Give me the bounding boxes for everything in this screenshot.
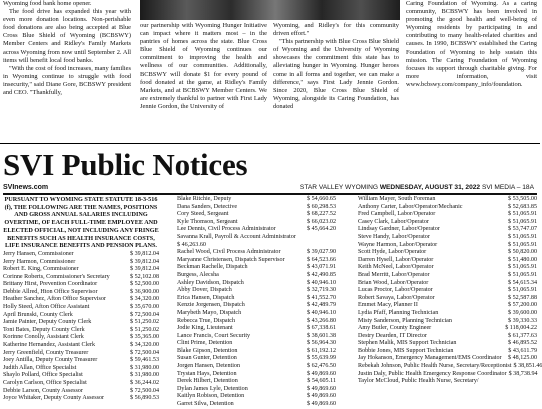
salary-amount: $ 51,065.91 <box>506 234 537 242</box>
employee-name-position: Rebekah Johnson, Public Health Nurse, Secretary/Receptionist <box>358 363 512 371</box>
salary-row <box>177 287 336 295</box>
salary-list-1 <box>3 251 159 403</box>
salary-amount: $ 66,023.02 <box>305 219 336 227</box>
salary-list-3 <box>358 196 537 386</box>
salary-amount: $ 32,719.30 <box>305 287 336 295</box>
salary-amount: $ 57,200.00 <box>506 302 537 310</box>
salary-amount: $ 51,065.91 <box>506 242 537 250</box>
salary-amount: $ 53,505.00 <box>506 196 537 204</box>
employee-name-position: Robert E. King, Commissioner <box>3 266 79 274</box>
article-photo <box>140 0 400 20</box>
salary-amount: $ 36,244.02 <box>128 380 159 388</box>
masthead-rule <box>3 193 537 195</box>
employee-name-position: Maryanne Christensen, Dispatch Supervisor <box>177 257 285 265</box>
salary-row <box>177 393 336 401</box>
salary-amount: $ 72,500.04 <box>128 312 159 320</box>
employee-name-position: Rachel Wood, Civil Process Administrator <box>177 249 281 257</box>
article-column-3 <box>273 22 399 142</box>
salary-amount: $ 50,820.00 <box>506 249 537 257</box>
employee-name-position: Brian Wood, Labor/Operator <box>358 280 428 288</box>
employee-name-position: Cory Steed, Sergeant <box>177 211 229 219</box>
salary-amount: $ 72,500.04 <box>128 388 159 396</box>
employee-name-position: Scott Hyde, Labor/Operator <box>358 249 426 257</box>
salary-amount: $ 52,102.08 <box>128 274 159 282</box>
salary-amount: $ 56,890.53 <box>128 395 159 403</box>
salary-row <box>358 226 537 234</box>
salary-row <box>177 249 336 257</box>
salary-amount: $ 40,946.10 <box>305 310 336 318</box>
employee-name-position: Steve Handy, Labor/Operator <box>358 234 430 242</box>
employee-name-position: Amy Butler, County Engineer <box>358 325 431 333</box>
salary-amount: $ 45,664.20 <box>305 226 336 234</box>
employee-name-position: Casey Clark, Labor/Operator <box>358 219 429 227</box>
salary-amount: $ 48,125.00 <box>506 355 537 363</box>
salary-row <box>3 266 159 274</box>
salary-row <box>177 226 336 234</box>
section-title: SVI Public Notices <box>3 147 247 183</box>
salary-row <box>3 334 159 342</box>
dateline <box>300 184 534 191</box>
employee-name-position: Brad Merritt, Labor/Operator <box>358 272 430 280</box>
notice-column-2 <box>177 196 336 400</box>
salary-row <box>177 280 336 288</box>
employee-name-position: Korinne Conolly, Assistant Clerk <box>3 334 84 342</box>
employee-name-position: Kaitlyn Robison, Detention <box>177 393 244 401</box>
salary-list-2 <box>177 196 336 409</box>
salary-row <box>3 357 159 365</box>
salary-row <box>177 318 336 326</box>
employee-name-position: Jerry Hansen, Commissioner <box>3 251 74 259</box>
salary-amount: $ 43,611.79 <box>506 348 537 356</box>
employee-name-position: Derek Hilbert, Detention <box>177 378 238 386</box>
salary-amount: $ 64,523.66 <box>305 257 336 265</box>
salary-amount <box>334 234 336 242</box>
site-url: SVInews.com <box>3 184 48 191</box>
article-column-4 <box>406 0 537 142</box>
salary-row <box>3 372 159 380</box>
salary-amount: $ 39,027.90 <box>305 249 336 257</box>
employee-name-position: Joyce Whitaker, Deputy County Assessor <box>3 395 104 403</box>
salary-amount: $ 49,869.60 <box>305 393 336 401</box>
employee-name-position: Darren Hysell, Labor/Operator <box>358 257 433 265</box>
employee-name-position: Lydia Pfaff, Planning Technician <box>358 310 438 318</box>
employee-name-position: Savanna Krall, Payroll & Account Administrator <box>177 234 296 242</box>
employee-name-position: Taylor McCloud, Public Health Nurse, Secretary/ <box>358 378 479 386</box>
employee-name-position: Lindsay Gardner, Labor/Operator <box>358 226 440 234</box>
salary-amount: $ 39,600.00 <box>506 310 537 318</box>
salary-amount: $ 61,192.12 <box>305 348 336 356</box>
salary-amount: $ 51,250.02 <box>128 327 159 335</box>
employee-name-position: Ashley Davidson, Dispatch <box>177 280 244 288</box>
employee-name-position: Joey Antilla, Deputy County Treasurer <box>3 357 97 365</box>
article-paragraph: Caring Foundation of Wyoming. As a caring community, BCBSWY has been involved in promoting the good health and well-being of Wyoming residents by participating in and contributing to many health-related charities and causes. In 1990, BCBSWY established the Caring Foundation of Wyoming to help sustain this mission. The Caring Foundation of Wyoming focuses its support through charitable giving. For more information, visit www.bcbswy.com/company_info/foundation. <box>406 0 537 89</box>
salary-row <box>358 325 537 333</box>
salary-amount: $ 35,670.00 <box>128 304 159 312</box>
salary-row <box>3 319 159 327</box>
employee-name-position: Fred Campbell, Labor/Operator <box>358 211 435 219</box>
salary-row <box>3 281 159 289</box>
salary-amount: $ 51,065.91 <box>506 272 537 280</box>
salary-amount: $ 118,004.22 <box>503 325 537 333</box>
employee-name-position: Corinne Roberts, Commissioner's Secretary <box>3 274 110 282</box>
salary-row <box>177 302 336 310</box>
employee-name-position: Blake Gipson, Detention <box>177 348 237 356</box>
employee-name-position: Anthony Carter, Labor/Operator/Mechanic <box>358 204 463 212</box>
salary-amount: $ 35,365.00 <box>128 334 159 342</box>
salary-row <box>177 378 336 386</box>
salary-row <box>177 355 336 363</box>
salary-amount: $ 52,683.85 <box>506 204 537 212</box>
salary-row <box>177 325 336 333</box>
employee-name-position: Bobbie Jones, MIS Support Technician <box>358 348 453 356</box>
notice-column-3 <box>358 196 537 400</box>
article-column-2 <box>140 22 267 142</box>
employee-name-position: Toni Bates, Deputy County Clerk <box>3 327 85 335</box>
salary-row <box>358 355 537 363</box>
employee-name-position: Robert Savaya, Labor/Operator <box>358 295 435 303</box>
salary-amount: $ 34,320.00 <box>128 342 159 350</box>
salary-row <box>177 401 336 409</box>
salary-row <box>177 363 336 371</box>
salary-amount: $ 55,639.99 <box>305 355 336 363</box>
salary-row <box>3 342 159 350</box>
employee-name-position: Emmet Macy, Planner II <box>358 302 418 310</box>
salary-row <box>3 304 159 312</box>
employee-name-position: Jerry Greenfield, County Treasurer <box>3 350 88 358</box>
employee-name-position: Blake Ritchie, Deputy <box>177 196 231 204</box>
salary-row <box>177 340 336 348</box>
employee-name-position: April Brunski, County Clerk <box>3 312 73 320</box>
employee-name-position: Kyle Thomson, Sergeant <box>177 219 238 227</box>
salary-amount <box>535 378 537 386</box>
salary-row <box>177 211 336 219</box>
employee-name-position: Debbie Allred, Hton Office Supervisor <box>3 289 98 297</box>
employee-name-position: Holly Steed, Afton Office Assistant <box>3 304 89 312</box>
employee-name-position: Brittany Hirst, Prevention Coordinator <box>3 281 97 289</box>
salary-row <box>358 234 537 242</box>
salary-row <box>3 380 159 388</box>
salary-amount: $ 68,227.52 <box>305 211 336 219</box>
salary-amount: $ 67,338.61 <box>305 325 336 333</box>
salary-amount: $ 39,812.04 <box>128 266 159 274</box>
employee-name-position: Debbie Larson, County Assessor <box>3 388 83 396</box>
employee-name-position: Lucas Proctor, Labor/Operator <box>358 287 433 295</box>
salary-amount: $ 40,946.10 <box>305 280 336 288</box>
employee-name-position: Jamie Painter, Deputy County Clerk <box>3 319 91 327</box>
salary-amount: $ 41,552.70 <box>305 295 336 303</box>
salary-amount: $ 72,500.04 <box>128 350 159 358</box>
salary-row <box>358 264 537 272</box>
article-paragraph: The food drive has expanded this year with even more donation locations. Non-perishable food donations are also being accepted at Blue Cross Blue Shield of Wyoming (BCBSWY) Member Centers and Ridley's Family Markets across Wyoming from now until September 2. All items will benefit local food banks. <box>3 8 131 65</box>
employee-name-position: Dylan James Lyle, Detention <box>177 386 248 394</box>
article-paragraph: Wyoming, and Ridley's for this community driven effort." <box>273 22 399 38</box>
employee-name-position: Susan Gunter, Detention <box>177 355 237 363</box>
salary-row <box>3 296 159 304</box>
notice-column-1 <box>3 196 159 400</box>
salary-amount: $ 51,065.91 <box>506 264 537 272</box>
salary-amount: $ 59,461.53 <box>128 357 159 365</box>
salary-amount: $ 54,615.34 <box>506 280 537 288</box>
salary-row <box>358 310 537 318</box>
employee-name-position: Trystan Hays, Detention <box>177 371 237 379</box>
salary-amount: $ 61,377.63 <box>506 333 537 341</box>
employee-name-position: Heather Sanchez, Afton Office Supervisor <box>3 296 106 304</box>
paper-name: STAR VALLEY WYOMING <box>300 184 378 191</box>
employee-name-position: Lance Francis, Court Security <box>177 333 250 341</box>
salary-row <box>358 287 537 295</box>
salary-amount: $ 34,320.00 <box>128 296 159 304</box>
employee-name-position: Garret Silva, Detention <box>177 401 234 409</box>
salary-row <box>358 196 537 204</box>
employee-name-position: Burgess, Alecsha <box>177 272 219 280</box>
salary-amount: $ 60,298.53 <box>305 204 336 212</box>
salary-row <box>177 272 336 280</box>
salary-row <box>358 363 537 371</box>
salary-amount: $ 46,895.52 <box>506 340 537 348</box>
article-paragraph: Wyoming food bank home opener. <box>3 0 131 8</box>
employee-name-position: $ 46,263.60 <box>177 242 206 250</box>
employee-name-position: Jodie King, Lieutenant <box>177 325 233 333</box>
salary-amount: $ 39,812.04 <box>128 251 159 259</box>
salary-row <box>3 259 159 267</box>
employee-name-position: Jay Hokanson, Emergency Management/EMS Coordinator <box>358 355 502 363</box>
salary-amount: $ 38,738.94 <box>507 371 538 379</box>
page-section: SVI MEDIA – 18A <box>482 184 534 191</box>
salary-amount: $ 52,587.88 <box>506 295 537 303</box>
salary-row <box>358 371 537 379</box>
salary-row <box>3 251 159 259</box>
salary-amount: $ 31,980.00 <box>128 372 159 380</box>
salary-amount: $ 38,601.38 <box>305 333 336 341</box>
employee-name-position: Rebecca True, Dispatch <box>177 318 235 326</box>
salary-row <box>358 302 537 310</box>
salary-amount: $ 49,869.60 <box>305 401 336 409</box>
salary-amount: $ 52,500.00 <box>128 281 159 289</box>
employee-name-position: Misty Sanderson, Planning Technician <box>358 318 452 326</box>
employee-name-position: Shaylo Pollard, Office Specialist <box>3 372 83 380</box>
salary-amount: $ 62,476.50 <box>305 363 336 371</box>
employee-name-position: Jerry Harmon, Commissioner <box>3 259 75 267</box>
salary-row <box>177 196 336 204</box>
employee-name-position: Jorgen Hansen, Detention <box>177 363 240 371</box>
salary-row <box>358 280 537 288</box>
salary-amount: $ 39,812.04 <box>128 259 159 267</box>
salary-row <box>177 234 336 242</box>
article-paragraph: "This partnership with Blue Cross Blue Shield of Wyoming and the University of Wyoming showcases the commitment this state has to alleviating hunger in Wyoming. Hunger heroes come in all forms and together, we can make a difference," says First Lady Jennie Gordon. Since 2020, Blue Cross Blue Shield of Wyoming, alongside its Caring Foundation, has donated <box>273 38 399 111</box>
salary-amount: $ 51,480.00 <box>506 257 537 265</box>
salary-amount: $ 42,489.79 <box>305 302 336 310</box>
salary-row <box>358 272 537 280</box>
issue-date: WEDNESDAY, AUGUST 31, 2022 <box>380 184 480 191</box>
salary-row <box>358 211 537 219</box>
employee-name-position: Abby Dover, Dispatch <box>177 287 232 295</box>
salary-amount: $ 51,065.91 <box>506 219 537 227</box>
employee-name-position: Wayne Harmon, Labor/Operator <box>358 242 437 250</box>
salary-amount: $ 51,250.02 <box>128 319 159 327</box>
employee-name-position: Kenzie Jorgensen, Dispatch <box>177 302 245 310</box>
salary-amount: $ 43,266.80 <box>305 318 336 326</box>
salary-amount: $ 54,660.65 <box>305 196 336 204</box>
salary-amount: $ 42,490.85 <box>305 272 336 280</box>
salary-amount: $ 43,071.91 <box>305 264 336 272</box>
employee-name-position: William Mayer, South Foreman <box>358 196 435 204</box>
employee-name-position: Beckman Rachelle, Dispatch <box>177 264 248 272</box>
employee-name-position: Erica Hansen, Dispatch <box>177 295 234 303</box>
notice-header: PURSUANT TO WYOMING STATE STATUTE 18-3-516 (f), THE FOLLOWING ARE THE NAMES, POSITIONS AND GROSS ANNUAL SALARIES INCLUDING OVERTIME, OF EACH FULL-TIME EMPLOYEE AND ELECTED OFFICIAL, NOT INCLUDING ANY FRINGE BENEFITS SUCH AS HEALTH INSURANCE COSTS, LIFE INSURANCE BENEFITS AND PENSION PLANS. <box>3 196 159 250</box>
salary-amount: $ 31,980.00 <box>128 365 159 373</box>
article-strip <box>0 0 540 142</box>
employee-name-position: Dana Sanders, Detective <box>177 204 237 212</box>
salary-amount: $ 38,851.46 <box>512 363 542 371</box>
salary-amount: $ 36,900.00 <box>128 289 159 297</box>
salary-amount: $ 51,065.91 <box>506 211 537 219</box>
employee-name-position: Judith Allan, Office Specialist <box>3 365 76 373</box>
article-paragraph: "With the cost of food increases, many families in Wyoming continue to struggle with food insecurity," said Diane Gore, BCBSWY president and CEO. "Thankfully, <box>3 65 131 97</box>
employee-name-position: Keith McNeel, Labor/Operator <box>358 264 434 272</box>
article-column-1 <box>3 0 131 142</box>
employee-name-position: Clint Prime, Detention <box>177 340 232 348</box>
article-paragraph: our partnership with Wyoming Hunger Initiative can impact where it matters most – in the pantries of homes across the state. Blue Cross Blue Shield of Wyoming continues our commitment to improving the health and wellness of our communities. Additionally, BCBSWY will donate $1 for every pound of food donated at the game, at Ridley's Family Markets, and at BCBSWY Member Centers. We are extremely thankful to partner with First Lady Jennie Gordon, the University of <box>140 22 267 111</box>
employee-name-position: Katherine Hernandez, Assistant Clerk <box>3 342 95 350</box>
salary-row <box>358 378 537 386</box>
salary-amount: $ 56,964.30 <box>305 340 336 348</box>
salary-row <box>358 249 537 257</box>
employee-name-position: Destry Dearden, IT Director <box>358 333 427 341</box>
salary-amount: $ 54,605.11 <box>305 378 336 386</box>
employee-name-position: Stephen Malik, MIS Support Technician <box>358 340 456 348</box>
employee-name-position: Marybeth Mayo, Dispatch <box>177 310 241 318</box>
salary-row <box>358 318 537 326</box>
salary-amount: $ 49,869.60 <box>305 371 336 379</box>
salary-amount: $ 49,869.60 <box>305 386 336 394</box>
salary-amount: $ 53,747.07 <box>506 226 537 234</box>
salary-row <box>3 395 159 403</box>
employee-name-position: Lee Dennis, Civil Process Administrator <box>177 226 276 234</box>
employee-name-position: Carolyn Carlson, Office Specialist <box>3 380 87 388</box>
salary-amount: $ 51,065.91 <box>506 287 537 295</box>
salary-row <box>177 310 336 318</box>
salary-row <box>358 340 537 348</box>
salary-row <box>177 264 336 272</box>
salary-amount: $ 39,330.33 <box>506 318 537 326</box>
employee-name-position: Justin Daly, Public Health Emergency Response Coordinator <box>358 371 507 379</box>
